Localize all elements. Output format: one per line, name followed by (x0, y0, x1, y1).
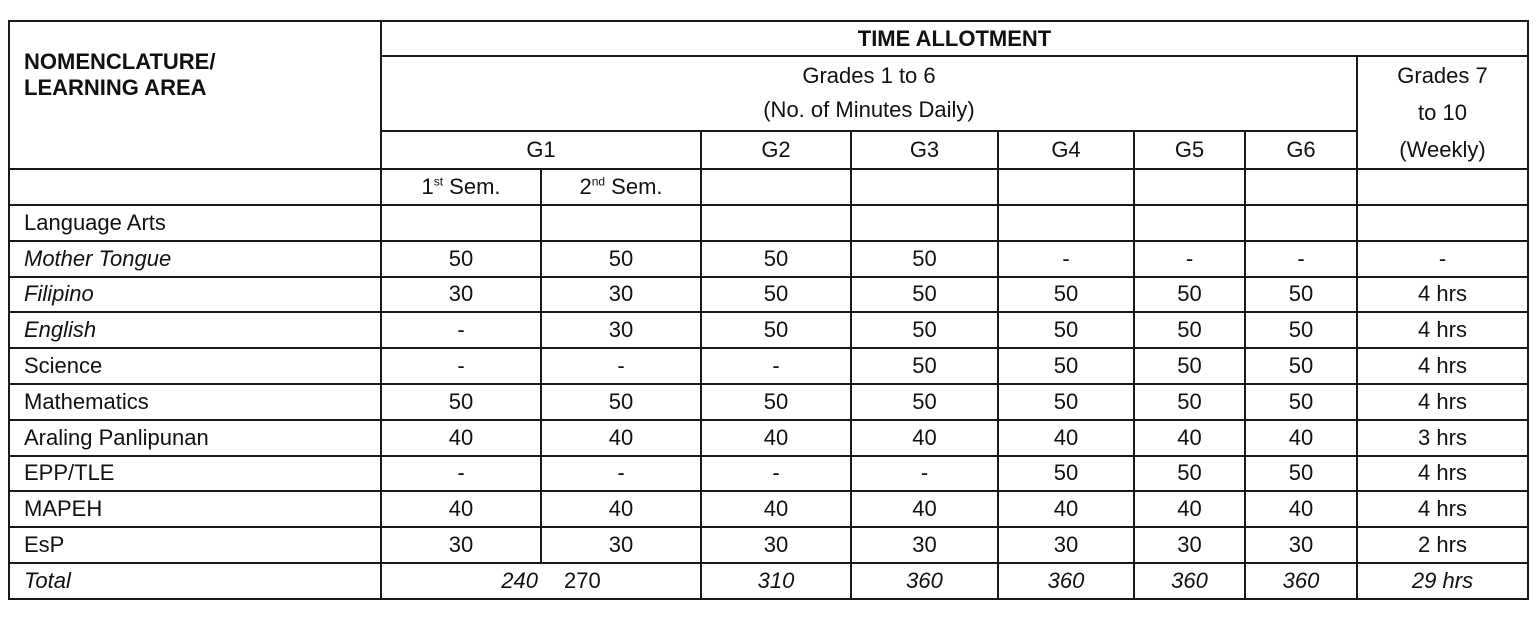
value-cell: 2 hrs (1357, 527, 1528, 563)
value-cell: 3 hrs (1357, 420, 1528, 456)
value-cell: 40 (701, 491, 851, 527)
header-line: LEARNING AREA (24, 75, 207, 100)
value-cell: - (851, 456, 998, 492)
sem-label: Sem. (443, 174, 501, 199)
total-value: 29 hrs (1357, 563, 1528, 599)
sem-sup: st (433, 174, 444, 189)
table-row (9, 241, 1528, 277)
value-cell: 50 (1134, 348, 1245, 384)
value-cell: 40 (1134, 420, 1245, 456)
empty-cell (851, 169, 998, 205)
value-cell (1357, 205, 1528, 241)
value-cell: 50 (998, 277, 1134, 313)
value-cell (851, 205, 998, 241)
value-cell: - (701, 456, 851, 492)
value-cell (1134, 205, 1245, 241)
value-cell: 50 (851, 384, 998, 420)
value-cell: 40 (998, 491, 1134, 527)
value-cell: 50 (381, 384, 541, 420)
value-cell: 40 (998, 420, 1134, 456)
value-cell: 50 (701, 312, 851, 348)
empty-cell (1245, 169, 1357, 205)
value-cell: 50 (1245, 312, 1357, 348)
sem-label: Sem. (605, 174, 663, 199)
value-cell: 30 (701, 527, 851, 563)
value-cell (701, 205, 851, 241)
value-cell: 30 (1245, 527, 1357, 563)
value-cell: 50 (541, 241, 701, 277)
total-value: 360 (851, 563, 998, 599)
value-cell (381, 205, 541, 241)
value-cell: 50 (851, 241, 998, 277)
value-cell (998, 205, 1134, 241)
value-cell: 4 hrs (1357, 348, 1528, 384)
learning-area-cell: Araling Panlipunan (9, 420, 381, 456)
value-cell: - (1134, 241, 1245, 277)
value-cell: 30 (541, 277, 701, 313)
value-cell: 30 (541, 312, 701, 348)
empty-cell (1134, 169, 1245, 205)
value-cell: 4 hrs (1357, 277, 1528, 313)
empty-cell (701, 169, 851, 205)
table-row (9, 456, 1528, 492)
value-cell: 40 (381, 420, 541, 456)
header-line: Grades 1 to 6 (802, 63, 936, 89)
value-cell: 40 (851, 420, 998, 456)
header-line: (No. of Minutes Daily) (763, 97, 975, 123)
value-cell: 50 (998, 312, 1134, 348)
value-cell: - (381, 312, 541, 348)
value-cell: - (1357, 241, 1528, 277)
learning-area-cell: Mathematics (9, 384, 381, 420)
sem-num: 1 (421, 174, 434, 199)
header-line: (Weekly) (1399, 137, 1486, 162)
value-cell: 50 (701, 384, 851, 420)
value-cell: 50 (998, 348, 1134, 384)
empty-cell (998, 169, 1134, 205)
value-cell: - (541, 456, 701, 492)
value-cell: 50 (998, 456, 1134, 492)
value-cell: 50 (851, 348, 998, 384)
learning-area-cell: English (9, 312, 381, 348)
learning-area-cell: EPP/TLE (9, 456, 381, 492)
learning-area-cell: Mother Tongue (9, 241, 381, 277)
value-cell: 4 hrs (1357, 456, 1528, 492)
header-line: NOMENCLATURE/ (24, 49, 216, 74)
time-allotment-header: TIME ALLOTMENT (381, 21, 1528, 56)
grade-header-g2: G2 (701, 131, 851, 169)
grade-header-g1: G1 (381, 131, 701, 169)
table-row (9, 277, 1528, 313)
value-cell: - (701, 348, 851, 384)
table-row (9, 491, 1528, 527)
value-cell: 30 (541, 527, 701, 563)
value-cell: 50 (1245, 277, 1357, 313)
header-line: to 10 (1418, 100, 1467, 125)
value-cell: 4 hrs (1357, 491, 1528, 527)
total-value: 360 (1134, 563, 1245, 599)
grades-1-6-header (381, 56, 1357, 131)
value-cell: 50 (1245, 348, 1357, 384)
total-row (9, 563, 1528, 599)
total-g1 (381, 563, 701, 599)
value-cell: 40 (851, 491, 998, 527)
value-cell (541, 205, 701, 241)
header-line: Grades 7 (1397, 63, 1488, 88)
value-cell: 50 (1134, 312, 1245, 348)
total-g1-sem1: 240 (501, 567, 538, 593)
value-cell: 4 hrs (1357, 312, 1528, 348)
value-cell: 40 (1245, 491, 1357, 527)
grade-header-g4: G4 (998, 131, 1134, 169)
value-cell: 30 (851, 527, 998, 563)
total-value: 360 (1245, 563, 1357, 599)
value-cell: 50 (851, 277, 998, 313)
empty-cell (9, 169, 381, 205)
value-cell: 50 (1134, 456, 1245, 492)
value-cell: 50 (701, 241, 851, 277)
learning-area-cell: EsP (9, 527, 381, 563)
value-cell: 50 (1134, 384, 1245, 420)
value-cell: 50 (998, 384, 1134, 420)
value-cell: 30 (381, 527, 541, 563)
value-cell: 40 (701, 420, 851, 456)
time-allotment-table (8, 20, 1529, 600)
sem-sup: nd (591, 174, 606, 189)
value-cell: 50 (541, 384, 701, 420)
value-cell: 50 (1245, 456, 1357, 492)
value-cell: 50 (701, 277, 851, 313)
value-cell: 40 (541, 420, 701, 456)
table-row (9, 348, 1528, 384)
total-value: 360 (998, 563, 1134, 599)
grade-header-g3: G3 (851, 131, 998, 169)
table-row (9, 205, 1528, 241)
table-row (9, 420, 1528, 456)
value-cell: 50 (1245, 384, 1357, 420)
value-cell: 40 (1245, 420, 1357, 456)
value-cell: 40 (1134, 491, 1245, 527)
grade-header-g5: G5 (1134, 131, 1245, 169)
total-value: 310 (701, 563, 851, 599)
value-cell: 30 (998, 527, 1134, 563)
total-g1-sem2: 270 (564, 567, 601, 593)
learning-area-cell: Filipino (9, 277, 381, 313)
value-cell: 30 (1134, 527, 1245, 563)
value-cell: 50 (381, 241, 541, 277)
value-cell: 4 hrs (1357, 384, 1528, 420)
value-cell: 40 (381, 491, 541, 527)
table-row (9, 527, 1528, 563)
nomenclature-header (9, 21, 381, 169)
value-cell: 40 (541, 491, 701, 527)
value-cell: - (998, 241, 1134, 277)
learning-area-cell: MAPEH (9, 491, 381, 527)
value-cell: - (381, 348, 541, 384)
semester-1-header (381, 169, 541, 205)
table-row (9, 312, 1528, 348)
learning-area-cell: Science (9, 348, 381, 384)
table-row (9, 384, 1528, 420)
value-cell (1245, 205, 1357, 241)
value-cell: 30 (381, 277, 541, 313)
value-cell: 50 (1134, 277, 1245, 313)
learning-area-cell: Language Arts (9, 205, 381, 241)
value-cell: - (381, 456, 541, 492)
empty-cell (1357, 169, 1528, 205)
grades-7-10-header (1357, 56, 1528, 169)
grade-header-g6: G6 (1245, 131, 1357, 169)
semester-2-header (541, 169, 701, 205)
total-label: Total (9, 563, 381, 599)
value-cell: 50 (851, 312, 998, 348)
value-cell: - (1245, 241, 1357, 277)
value-cell: - (541, 348, 701, 384)
sem-num: 2 (579, 174, 592, 199)
